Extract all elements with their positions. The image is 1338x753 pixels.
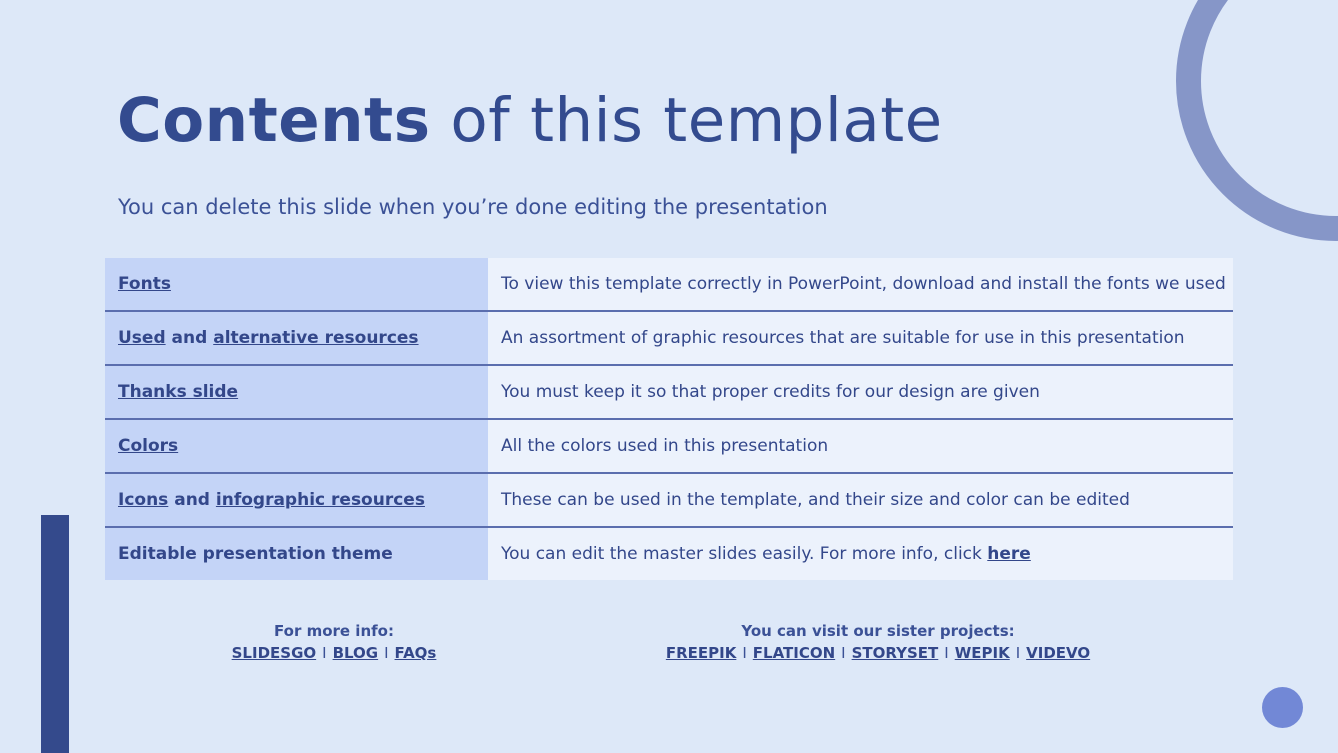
row-description-cell <box>488 527 1233 580</box>
link-infographic-resources[interactable]: infographic resources <box>215 490 425 510</box>
link-used[interactable]: Used <box>118 328 166 348</box>
row-key-cell <box>105 473 488 527</box>
link-colors[interactable]: Colors <box>118 436 179 456</box>
table-row <box>105 527 1233 580</box>
row-description-cell <box>488 311 1233 365</box>
link-wepik[interactable]: WEPIK <box>954 644 1010 662</box>
table-row <box>105 473 1233 527</box>
row-key-text: and <box>165 328 214 348</box>
decorative-bar <box>41 515 69 753</box>
link-slidesgo[interactable]: SLIDESGO <box>231 644 317 662</box>
link-separator: I <box>1015 644 1021 662</box>
decorative-ring <box>1176 0 1338 241</box>
footer-sister-heading: You can visit our sister projects: <box>741 622 1015 640</box>
row-description-cell <box>488 419 1233 473</box>
footer-more-info-heading: For more info: <box>274 622 394 640</box>
link-here[interactable]: here <box>987 544 1031 564</box>
row-description: To view this template correctly in PowerPoint, download and install the fonts we used <box>501 274 1226 294</box>
row-description: An assortment of graphic resources that are suitable for use in this presentation <box>501 328 1185 348</box>
title-rest: of this template <box>450 85 943 156</box>
link-alternative-resources[interactable]: alternative resources <box>213 328 419 348</box>
link-separator: I <box>384 644 389 662</box>
table-row <box>105 365 1233 419</box>
link-blog[interactable]: BLOG <box>332 644 379 662</box>
row-description: These can be used in the template, and their size and color can be edited <box>501 490 1130 510</box>
row-description-cell <box>488 473 1233 527</box>
title-bold: Contents <box>117 85 431 156</box>
link-icons[interactable]: Icons <box>118 490 169 510</box>
row-description: You must keep it so that proper credits for our design are given <box>501 382 1040 402</box>
table-row <box>105 419 1233 473</box>
link-storyset[interactable]: STORYSET <box>851 644 939 662</box>
row-key-cell <box>105 527 488 580</box>
row-key-cell <box>105 419 488 473</box>
row-key-text: and <box>168 490 216 510</box>
link-separator: I <box>322 644 327 662</box>
row-description-cell <box>488 258 1233 311</box>
row-key-text: Editable presentation theme <box>118 544 393 564</box>
contents-table <box>105 258 1233 580</box>
table-row <box>105 311 1233 365</box>
link-fonts[interactable]: Fonts <box>118 274 171 294</box>
link-separator: I <box>841 644 846 662</box>
row-key-cell <box>105 365 488 419</box>
decorative-dot <box>1262 687 1303 728</box>
table-row <box>105 258 1233 311</box>
link-separator: I <box>742 644 747 662</box>
footer-sister-links <box>578 642 1178 664</box>
link-thanks-slide[interactable]: Thanks slide <box>118 382 239 402</box>
link-flaticon[interactable]: FLATICON <box>752 644 836 662</box>
row-key-cell <box>105 258 488 311</box>
row-key-cell <box>105 311 488 365</box>
link-separator: I <box>944 644 949 662</box>
page-title <box>117 76 943 166</box>
row-description: You can edit the master slides easily. For more info, click <box>501 544 988 564</box>
link-faqs[interactable]: FAQs <box>394 644 437 662</box>
page-subtitle: You can delete this slide when you’re done editing the presentation <box>118 195 828 219</box>
footer-more-info-links <box>184 642 484 664</box>
footer-sister-projects <box>578 620 1178 664</box>
link-freepik[interactable]: FREEPIK <box>665 644 737 662</box>
link-videvo[interactable]: VIDEVO <box>1026 644 1091 662</box>
row-description: All the colors used in this presentation <box>501 436 829 456</box>
footer-more-info <box>184 620 484 664</box>
row-description-cell <box>488 365 1233 419</box>
